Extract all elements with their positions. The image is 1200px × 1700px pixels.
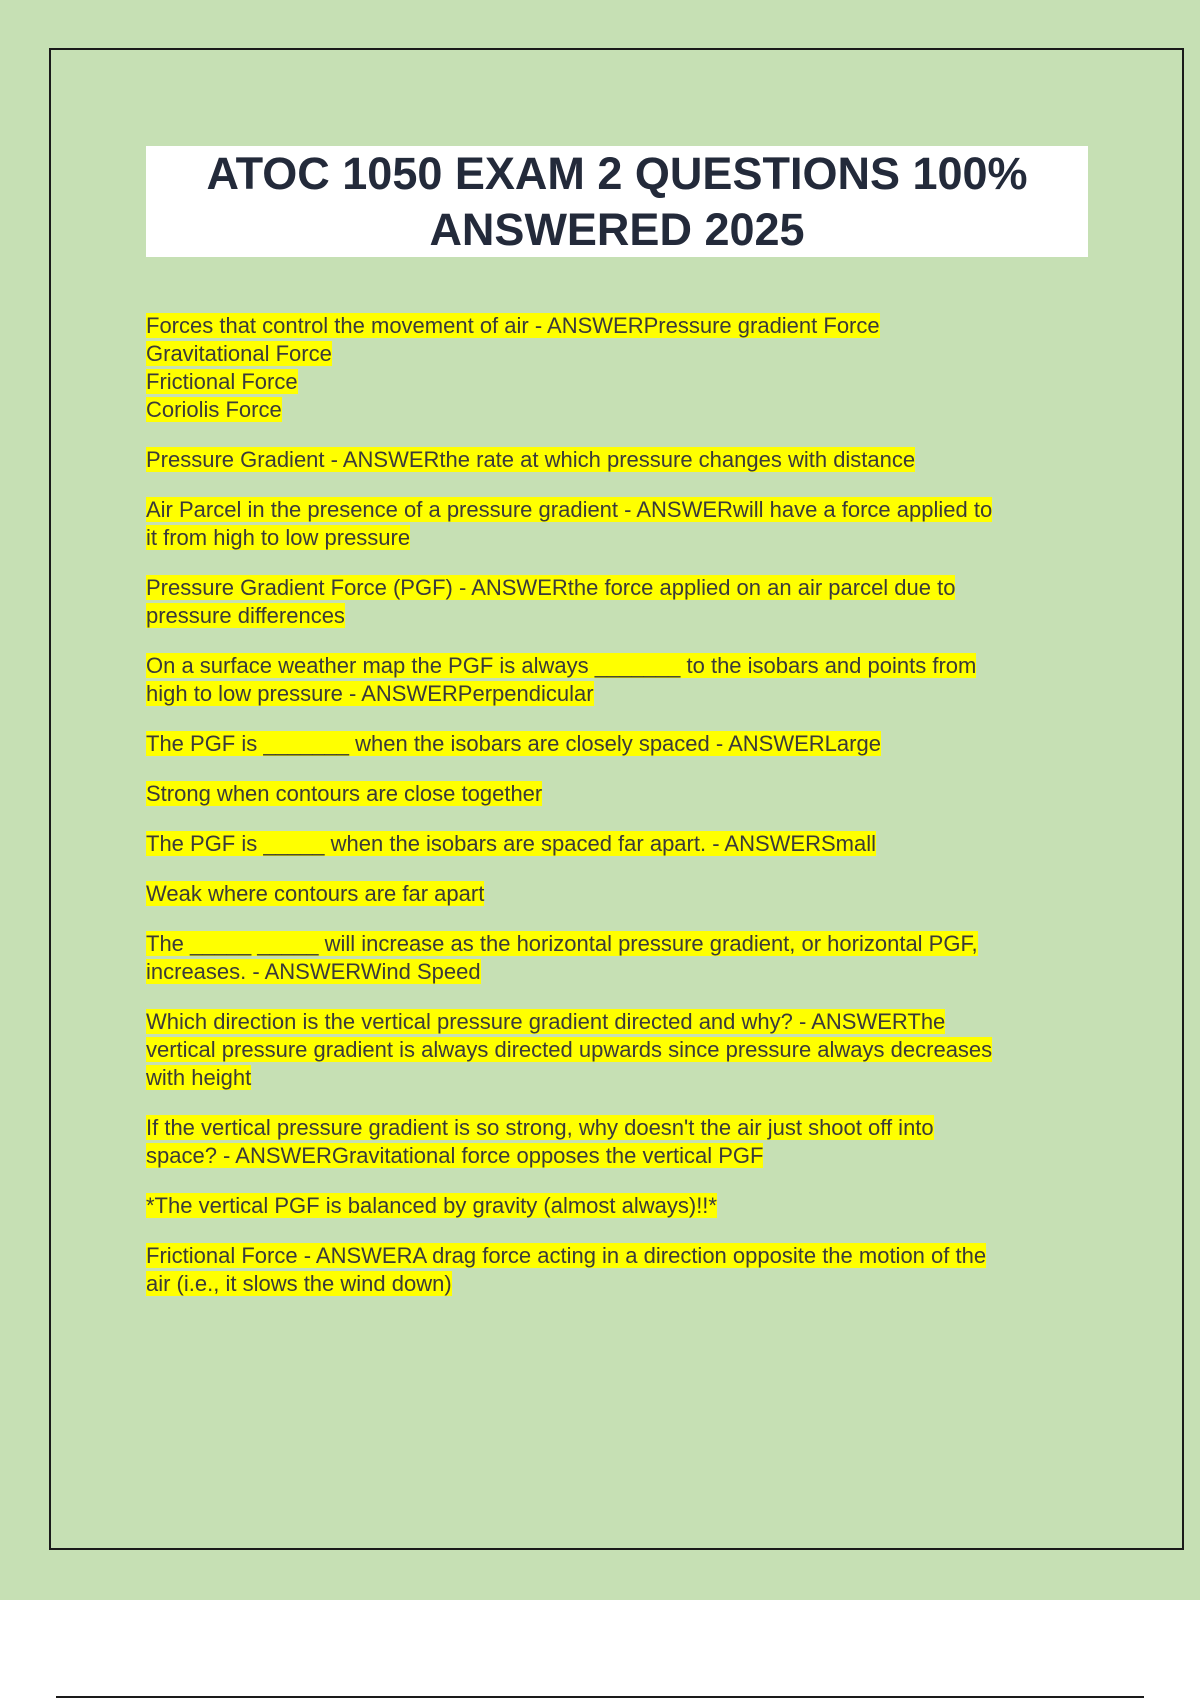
document-title [206, 146, 1027, 258]
qa-text: Strong when contours are close together [146, 781, 543, 806]
qa-text: On a surface weather map the PGF is always _______ to the isobars and points from high to low pressure - ANSWERPerpendicular [146, 653, 977, 706]
title-line-1: ATOC 1050 EXAM 2 QUESTIONS 100% [206, 147, 1028, 199]
question-answer-list [146, 312, 1086, 1320]
qa-item [146, 730, 1086, 758]
qa-text: If the vertical pressure gradient is so strong, why doesn't the air just shoot off into space? - ANSWERGravitational force opposes the vertical PGF [146, 1115, 934, 1168]
qa-text: The _____ _____ will increase as the horizontal pressure gradient, or horizontal PGF, increases. - ANSWERWind Speed [146, 931, 978, 984]
title-line-2: ANSWERED 2025 [429, 203, 805, 255]
qa-text: *The vertical PGF is balanced by gravity (almost always)!!* [146, 1193, 717, 1218]
qa-item [146, 1242, 1086, 1298]
qa-text: Frictional Force - ANSWERA drag force acting in a direction opposite the motion of the air (i.e., it slows the wind down) [146, 1243, 987, 1296]
qa-item [146, 1114, 1086, 1170]
qa-text: Forces that control the movement of air - ANSWERPressure gradient Force Gravitational Force Frictional Force Coriolis Force [146, 313, 880, 422]
qa-text: The PGF is _____ when the isobars are spaced far apart. - ANSWERSmall [146, 831, 876, 856]
qa-item [146, 830, 1086, 858]
qa-text: Which direction is the vertical pressure gradient directed and why? - ANSWERThe vertical pressure gradient is always directed upwards since pressure always decreases with height [146, 1009, 993, 1090]
qa-text: Air Parcel in the presence of a pressure gradient - ANSWERwill have a force applied to it from high to low pressure [146, 497, 993, 550]
qa-item [146, 496, 1086, 552]
qa-text: Pressure Gradient - ANSWERthe rate at which pressure changes with distance [146, 447, 916, 472]
qa-item [146, 780, 1086, 808]
qa-item [146, 652, 1086, 708]
qa-text: Weak where contours are far apart [146, 881, 485, 906]
qa-text: The PGF is _______ when the isobars are closely spaced - ANSWERLarge [146, 731, 881, 756]
qa-item [146, 1192, 1086, 1220]
qa-item [146, 312, 1086, 424]
qa-item [146, 446, 1086, 474]
qa-text: Pressure Gradient Force (PGF) - ANSWERthe force applied on an air parcel due to pressure differences [146, 575, 956, 628]
qa-item [146, 574, 1086, 630]
title-banner [146, 146, 1088, 257]
footer-divider [56, 1696, 1144, 1698]
qa-item [146, 880, 1086, 908]
qa-item [146, 1008, 1086, 1092]
qa-item [146, 930, 1086, 986]
